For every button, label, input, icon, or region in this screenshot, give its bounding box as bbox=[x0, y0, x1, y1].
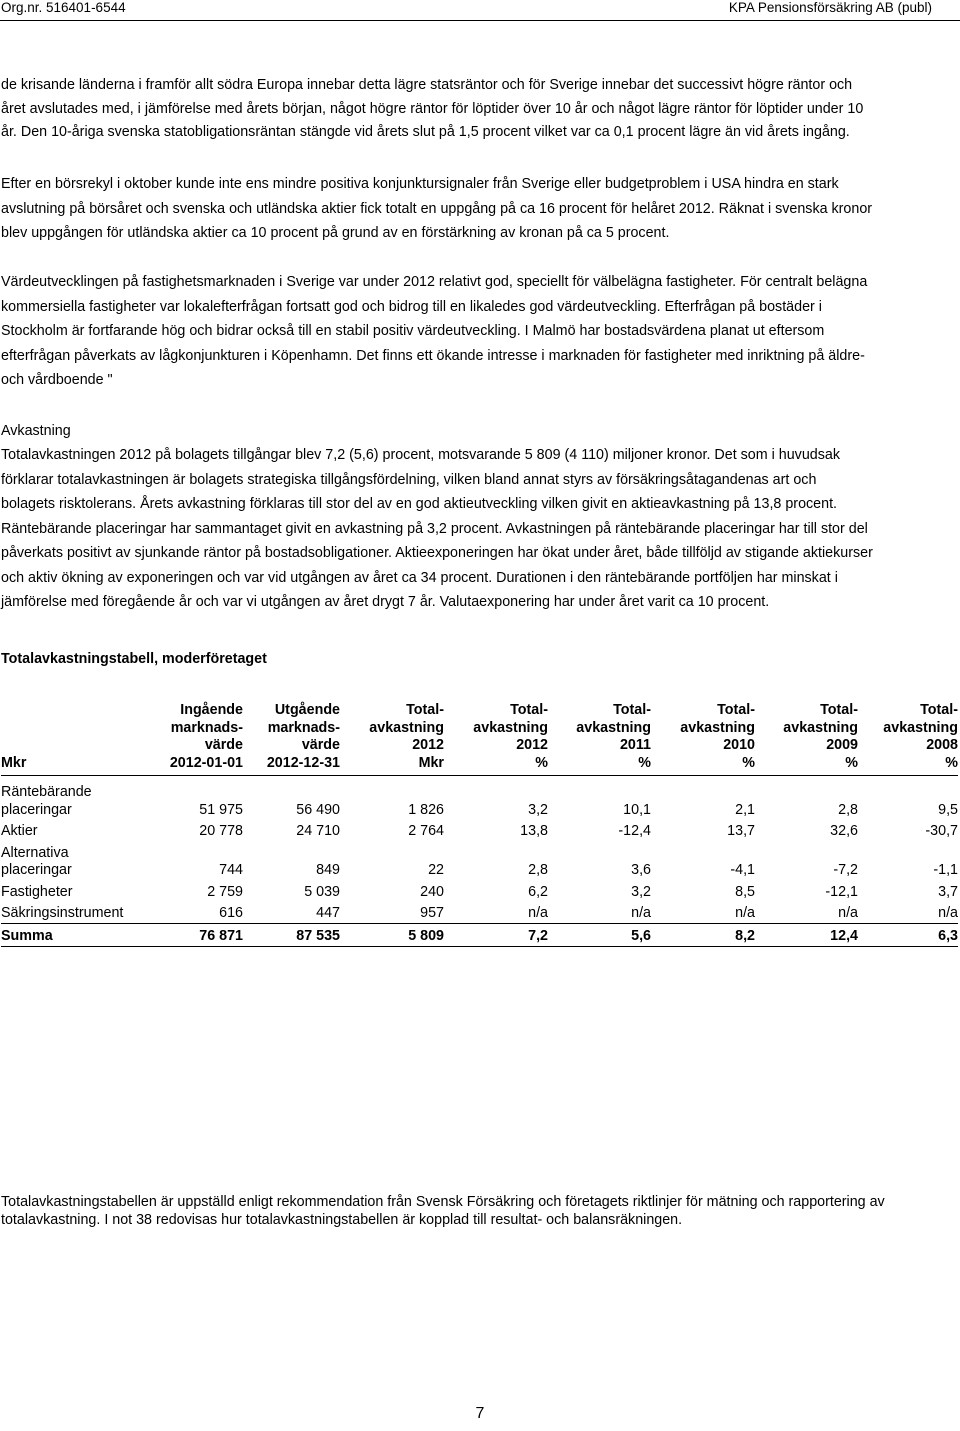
table-row bbox=[1, 880, 958, 902]
table-cell: 744 bbox=[219, 862, 243, 878]
table-cell: 1 826 bbox=[408, 801, 444, 818]
column-header-line: avkastning bbox=[576, 719, 651, 736]
table-cell: 5 809 bbox=[340, 923, 444, 947]
column-header-line: Mkr bbox=[1, 754, 27, 771]
column-header-line: marknads- bbox=[170, 719, 243, 736]
table-cell: 2,1 bbox=[735, 801, 755, 818]
column-header bbox=[340, 702, 444, 776]
column-header-line: Total- bbox=[510, 702, 548, 718]
text-line: kommersiella fastigheter var lokalefterfrågan fortsatt god och bidrog till en likaledes god värdeutveckling. Efterfrågan på bostäder i bbox=[1, 298, 822, 315]
table-cell: -7,2 bbox=[833, 862, 858, 878]
text-line: jämförelse med föregående år och var vi utgången av året drygt 7 år. Valutaexponering har under året varit ca 10 procent. bbox=[1, 594, 770, 610]
column-header-line: 2012-12-31 bbox=[266, 754, 340, 771]
column-header bbox=[651, 702, 755, 776]
column-header-line: värde bbox=[204, 737, 243, 753]
org-number: Org.nr. 516401-6544 bbox=[1, 0, 126, 15]
table-cell: 13,7 bbox=[727, 823, 755, 839]
row-label: Säkringsinstrument bbox=[1, 905, 124, 921]
column-header-line: avkastning bbox=[473, 719, 548, 736]
table-cell: 8,5 bbox=[735, 883, 755, 900]
table-cell: 76 871 bbox=[137, 923, 243, 947]
text-line: de krisande länderna i framför allt södra Europa innebar detta lägre statsräntor och för Sverige innebar det successivt högre räntor och bbox=[1, 77, 853, 93]
column-header-line: % bbox=[638, 754, 651, 771]
table-cell: 2,8 bbox=[838, 801, 858, 818]
table-cell: 3,2 bbox=[528, 801, 548, 818]
column-header-line: 2011 bbox=[619, 737, 651, 753]
column-header-line: Total- bbox=[820, 702, 858, 718]
table-cell: 7,2 bbox=[444, 923, 548, 947]
table-cell: 51 975 bbox=[199, 801, 243, 818]
table-cell: 32,6 bbox=[830, 823, 858, 839]
company-name: KPA Pensionsförsäkring AB (publ) bbox=[728, 0, 932, 15]
table-cell: n/a bbox=[938, 905, 958, 921]
column-header bbox=[444, 702, 548, 776]
table-cell: 240 bbox=[420, 883, 444, 900]
total-return-table bbox=[1, 702, 958, 947]
column-header-line: 2012 bbox=[516, 737, 548, 753]
table-cell: -4,1 bbox=[730, 862, 755, 878]
column-header bbox=[243, 702, 340, 776]
table-cell: 87 535 bbox=[243, 923, 340, 947]
table-cell: 2,8 bbox=[528, 862, 548, 878]
column-header bbox=[858, 702, 958, 776]
text-line: blev uppgången för utländska aktier ca 10 procent på grund av en förstärkning av kronan på ca 5 procent. bbox=[1, 225, 670, 241]
paragraph-interest-rates bbox=[1, 74, 863, 145]
column-header-line: Mkr bbox=[418, 754, 444, 771]
page-number: 7 bbox=[475, 1405, 485, 1422]
text-line: och vårdboende " bbox=[1, 372, 113, 388]
text-line: avslutning på börsåret och svenska och utländska aktier fick totalt en uppgång på ca 16 procent för helåret 2012. Räknat i svenska kronor bbox=[1, 200, 873, 217]
text-line: förklarar totalavkastningen är bolagets strategiska tillgångsfördelning, vilken bland annat styrs av försäkringsåtagandenas art och bbox=[1, 471, 817, 488]
column-header-line: värde bbox=[301, 737, 340, 753]
column-header-line: % bbox=[742, 754, 755, 771]
text-line: Räntebärande placeringar har sammantaget givit en avkastning på 3,2 procent. Avkastningen på räntebärande placeringar har till stor del bbox=[1, 520, 868, 537]
column-header-line: avkastning bbox=[680, 719, 755, 736]
table-cell: 6,2 bbox=[528, 883, 548, 900]
table-cell: -30,7 bbox=[925, 823, 958, 839]
paragraph-stock-market bbox=[1, 172, 872, 246]
column-header-line: Total- bbox=[717, 702, 755, 718]
column-header-line: Total- bbox=[920, 702, 958, 718]
page-header bbox=[0, 0, 960, 21]
table-cell: 56 490 bbox=[296, 801, 340, 818]
column-header-line: % bbox=[945, 754, 958, 771]
table-cell: 6,3 bbox=[858, 923, 958, 947]
table-cell: 5 039 bbox=[304, 883, 340, 900]
row-label: Räntebärande placeringar bbox=[1, 784, 92, 818]
table-cell: 3,2 bbox=[631, 883, 651, 900]
table-cell: -12,1 bbox=[825, 883, 858, 900]
column-header-line: 2008 bbox=[926, 737, 958, 753]
paragraph-real-estate bbox=[1, 270, 867, 393]
table-header-row bbox=[1, 702, 958, 776]
text-line: Värdeutvecklingen på fastighetsmarknaden i Sverige var under 2012 relativt god, speciellt för välbelägna fastigheter. För centralt belägna bbox=[1, 274, 868, 290]
table-cell: 12,4 bbox=[755, 923, 858, 947]
table-cell: 22 bbox=[428, 862, 444, 878]
table-cell: n/a bbox=[528, 905, 548, 921]
column-header-line: 2012-01-01 bbox=[169, 754, 243, 771]
column-header-line: 2009 bbox=[826, 737, 858, 753]
column-header bbox=[1, 702, 137, 776]
table-cell: n/a bbox=[631, 905, 651, 921]
column-header-line: Ingående bbox=[180, 702, 243, 718]
column-header-line: avkastning bbox=[369, 719, 444, 736]
table-title: Totalavkastningstabell, moderföretaget bbox=[1, 651, 267, 667]
table-cell: 20 778 bbox=[199, 823, 243, 839]
table-cell: 13,8 bbox=[520, 823, 548, 839]
text-line: påverkats positivt av sjunkande räntor på bostadsobligationer. Aktieexponeringen har ökat under året, både tillföljd av stigande aktiekurser bbox=[1, 545, 873, 561]
text-line: år. Den 10-åriga svenska statobligationsräntan stängde vid årets slut på 1,5 procent vilket var ca 0,1 procent lägre än vid årets ingång. bbox=[1, 124, 850, 140]
table-cell: 616 bbox=[219, 905, 243, 921]
text-line: bolagets risktolerans. Årets avkastning förklaras till stor del av en god aktieutveckling vilken givit en aktieavkastning på 13,8 procent. bbox=[1, 496, 838, 512]
table-row bbox=[1, 819, 958, 841]
table-footnote: Totalavkastningstabellen är uppställd enligt rekommendation från Svensk Försäkring och företagets riktlinjer för mätning och rapportering av totalavkastning. I not 38 redovisas hur totalavkastningstabellen är kopplad till resultat- och balansräkningen. bbox=[1, 1194, 885, 1228]
table-cell: -12,4 bbox=[618, 823, 651, 839]
table-cell: 5,6 bbox=[548, 923, 651, 947]
table-cell: 3,6 bbox=[631, 862, 651, 878]
column-header bbox=[755, 702, 858, 776]
column-header-line: avkastning bbox=[883, 719, 958, 736]
text-line: Stockholm är fortfarande hög och bidrar också till en stabil positiv värdeutveckling. I Malmö har bostadsvärdena planat ut eftersom bbox=[1, 323, 825, 339]
table-cell: 24 710 bbox=[296, 823, 340, 839]
table-row bbox=[1, 901, 958, 923]
column-header-line: % bbox=[535, 754, 548, 771]
table-sum-row bbox=[1, 923, 958, 947]
row-label: Fastigheter bbox=[1, 883, 73, 900]
text-line: Efter en börsrekyl i oktober kunde inte ens mindre positiva konjunktursignaler från Sverige eller budgetproblem i USA hindra en stark bbox=[1, 176, 839, 192]
column-header-line: avkastning bbox=[783, 719, 858, 736]
column-header-line: % bbox=[845, 754, 858, 771]
column-header-line: Total- bbox=[406, 702, 444, 718]
column-header-line: marknads- bbox=[267, 719, 340, 736]
text-line: och aktiv ökning av exponeringen och var vid utgången av året ca 34 procent. Durationen i den räntebärande portföljen har minskat i bbox=[1, 569, 838, 586]
column-header bbox=[137, 702, 243, 776]
paragraph-total-return bbox=[1, 443, 873, 615]
row-label: Alternativa placeringar bbox=[1, 844, 72, 878]
section-heading-avkastning: Avkastning bbox=[1, 423, 71, 439]
table-row bbox=[1, 776, 958, 820]
table-cell: 447 bbox=[316, 905, 340, 921]
row-label: Summa bbox=[1, 923, 137, 947]
table-row bbox=[1, 841, 958, 880]
table-cell: 3,7 bbox=[938, 883, 958, 900]
text-line: efterfrågan påverkats av lågkonjunkturen i Köpenhamn. Det finns ett ökande intresse i marknaden för fastigheter med inriktning på äldre- bbox=[1, 347, 865, 364]
table-cell: n/a bbox=[838, 905, 858, 921]
table-cell: 2 764 bbox=[408, 823, 444, 839]
column-header-line: 2012 bbox=[412, 737, 444, 753]
table-cell: 849 bbox=[316, 862, 340, 878]
table-cell: 10,1 bbox=[623, 801, 651, 818]
column-header bbox=[548, 702, 651, 776]
column-header-line: Total- bbox=[613, 702, 651, 718]
table-cell: 8,2 bbox=[651, 923, 755, 947]
text-line: året avslutades med, i jämförelse med årets början, något högre räntor för löptider över 10 år och något lägre räntor för löptider under 10 bbox=[1, 100, 864, 117]
text-line: Totalavkastningen 2012 på bolagets tillgångar blev 7,2 (5,6) procent, motsvarande 5 809 (4 110) miljoner kronor. Det som i huvudsak bbox=[1, 447, 840, 463]
table-cell: 957 bbox=[420, 905, 444, 921]
column-header-line: Utgående bbox=[274, 702, 340, 718]
table-cell: n/a bbox=[735, 905, 755, 921]
column-header-line: 2010 bbox=[723, 737, 755, 753]
table-cell: 9,5 bbox=[938, 801, 958, 818]
row-label: Aktier bbox=[1, 823, 38, 839]
table-cell: -1,1 bbox=[933, 862, 958, 878]
table-cell: 2 759 bbox=[207, 883, 243, 900]
